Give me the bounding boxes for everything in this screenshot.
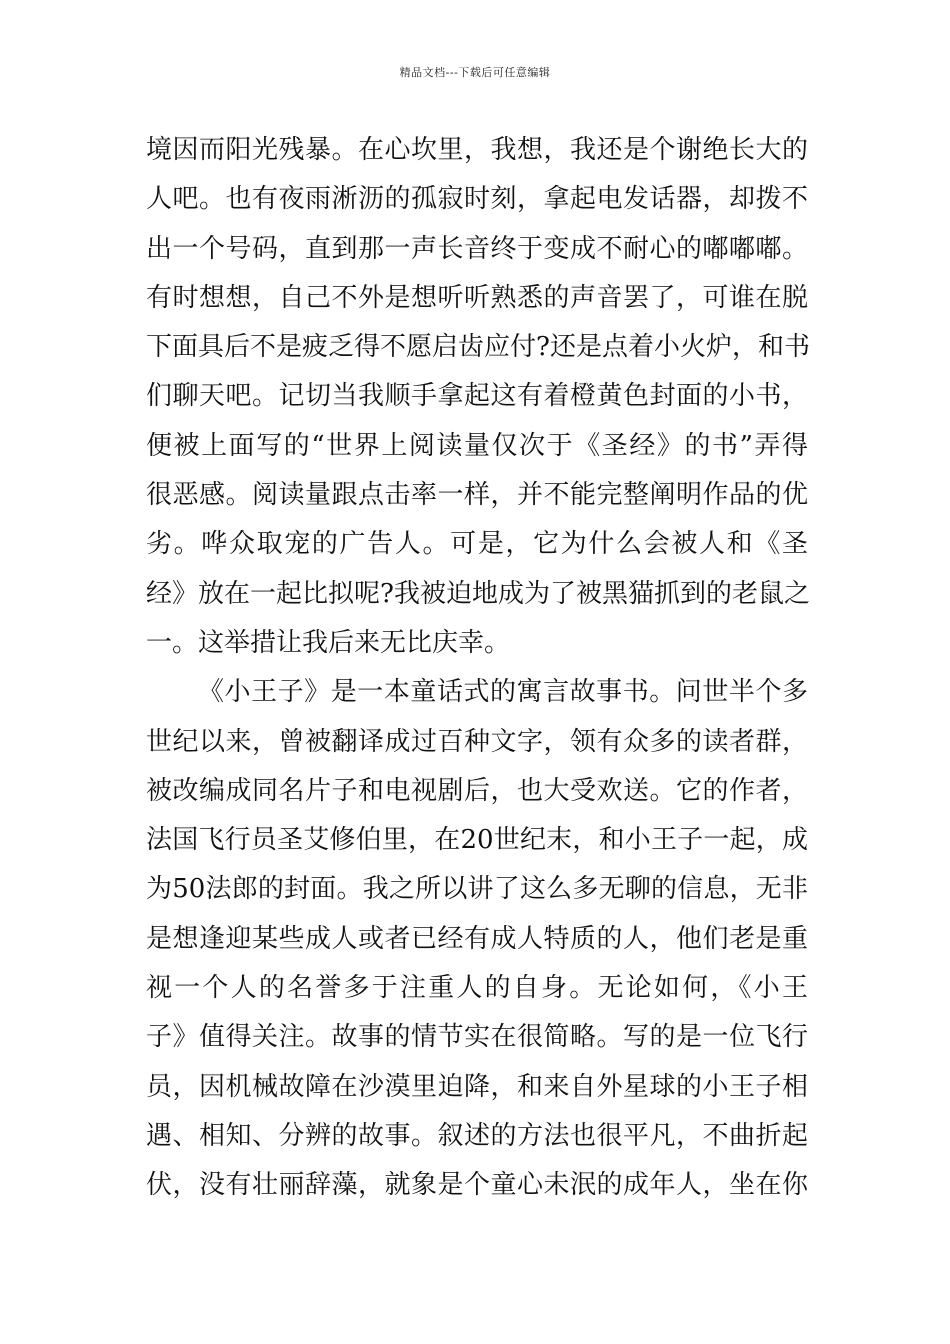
text-line: 视一个人的名誉多于注重人的自身。无论如何，《小王: [146, 973, 808, 1004]
page-header: 精品文档---下载后可任意编辑: [399, 66, 551, 79]
text-line: 是想逢迎某些成人或者已经有成人特质的人，他们老是重: [146, 923, 808, 954]
text-line: 伏，没有壮丽辞藻，就象是个童心未泯的成年人，坐在你: [146, 1170, 808, 1201]
text-line: 为50法郎的封面。我之所以讲了这么多无聊的信息，无非: [146, 874, 808, 905]
text-line: 们聊天吧。记切当我顺手拿起这有着橙黄色封面的小书，: [146, 381, 808, 412]
text-line: 子》值得关注。故事的情节实在很简略。写的是一位飞行: [146, 1022, 808, 1053]
paragraph-end-line: 一。这举措让我后来无比庆幸。: [146, 627, 511, 658]
text-line: 境因而阳光残暴。在心坎里，我想，我还是个谢绝长大的: [146, 135, 808, 165]
text-line: 遇、相知、分辨的故事。叙述的方法也很平凡，不曲折起: [146, 1120, 808, 1151]
text-line: 劣。哗众取宠的广告人。可是，它为什么会被人和《圣: [146, 529, 808, 560]
text-line: 有时想想，自己不外是想听听熟悉的声音罢了，可谁在脱: [146, 282, 808, 313]
paragraph-start-line: 《小王子》是一本童话式的寓言故事书。问世半个多: [198, 677, 808, 708]
text-line: 经》放在一起比拟呢?我被迫地成为了被黑猫抓到的老鼠之: [146, 578, 810, 609]
text-line: 世纪以来，曾被翻译成过百种文字，领有众多的读者群，: [146, 726, 808, 757]
text-line: 被改编成同名片子和电视剧后，也大受欢送。它的作者，: [146, 775, 808, 806]
text-line: 员，因机械故障在沙漠里迫降，和来自外星球的小王子相: [146, 1071, 808, 1102]
text-line: 人吧。也有夜雨淅沥的孤寂时刻，拿起电发话器，却拨不: [146, 184, 808, 215]
document-body: [146, 126, 808, 1211]
text-line: 出一个号码，直到那一声长音终于变成不耐心的嘟嘟嘟。: [146, 233, 808, 264]
text-line: 下面具后不是疲乏得不愿启齿应付?还是点着小火炉，和书: [146, 332, 810, 363]
text-line: 法国飞行员圣艾修伯里，在20世纪末，和小王子一起，成: [146, 825, 808, 856]
text-line: 便被上面写的“世界上阅读量仅次于《圣经》的书”弄得: [146, 430, 808, 461]
text-line: 很恶感。阅读量跟点击率一样，并不能完整阐明作品的优: [146, 480, 808, 511]
